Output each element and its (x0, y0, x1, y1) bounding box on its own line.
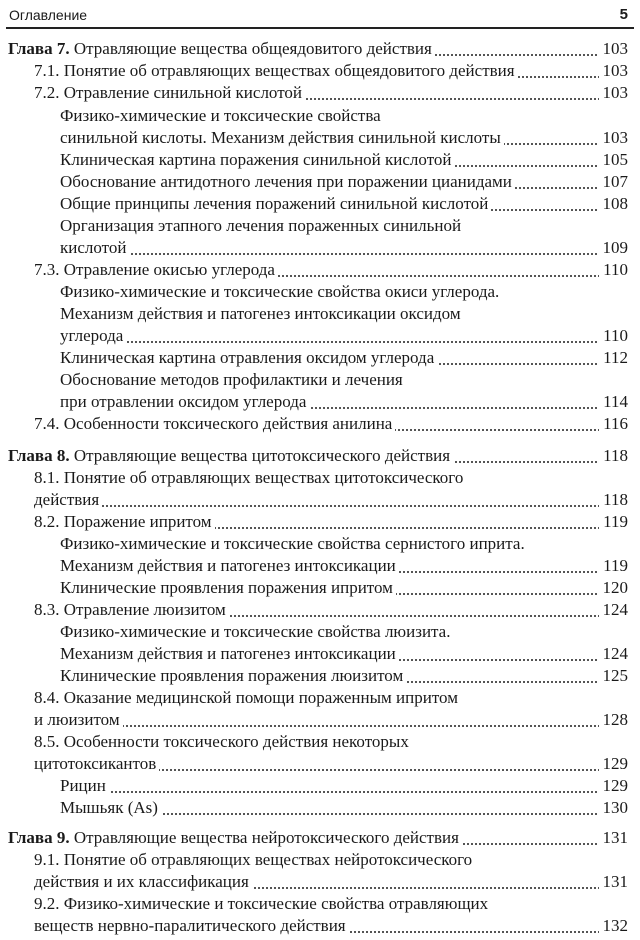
toc-entry-title (34, 915, 349, 937)
toc-entry (60, 171, 628, 193)
toc-chapter-label: Глава 9. (8, 828, 70, 847)
toc-entry-text: Клинические проявления поражения люизитом (60, 666, 404, 685)
toc-entry-text: веществ нервно-паралитического действия (34, 916, 346, 935)
toc-entry (60, 775, 628, 797)
toc-entry-title (60, 391, 309, 413)
toc-entry (34, 599, 628, 621)
toc-entry (60, 621, 628, 643)
toc-entry (60, 555, 628, 577)
toc-entry-title (60, 797, 161, 819)
toc-page-number: 110 (599, 259, 628, 281)
toc-entry-title (34, 599, 229, 621)
toc-entry-title (34, 259, 278, 281)
toc-entry-title (60, 281, 499, 303)
toc-entry-title (34, 413, 395, 435)
toc-entry-text: Рицин (60, 776, 106, 795)
toc-entry-text: Физико-химические и токсические свойства окиси углерода. (60, 282, 500, 301)
toc-entry-title (8, 445, 453, 467)
toc-entry (60, 577, 628, 599)
toc-page-number: 109 (599, 237, 629, 259)
toc-chapter-label: Глава 7. (8, 39, 70, 58)
toc-entry-title (60, 577, 396, 599)
toc-entry (34, 511, 628, 533)
toc-entry-text: Механизм действия и патогенез интоксикации (60, 556, 396, 575)
toc-entry-title (34, 60, 518, 82)
toc-entry-title (60, 237, 129, 259)
toc-entry (34, 731, 628, 753)
toc-entry-text: 7.1. Понятие об отравляющих веществах общеядовитого действия (34, 61, 515, 80)
toc-entry-title (34, 687, 458, 709)
toc-entry (34, 60, 628, 82)
toc-entry (60, 533, 628, 555)
toc-entry (34, 871, 628, 893)
toc-page-number: 116 (599, 413, 628, 435)
toc-entry-text: Отравляющие вещества нейротоксического действия (69, 828, 459, 847)
toc-entry-title (8, 38, 435, 60)
toc-entry (60, 665, 628, 687)
toc-entry-text: 8.5. Особенности токсического действия некоторых (34, 732, 409, 751)
toc-entry (34, 915, 628, 937)
toc-entry (34, 753, 628, 775)
toc-entry-title (34, 467, 463, 489)
toc-page-number: 129 (599, 753, 629, 775)
toc-entry-title (60, 643, 399, 665)
toc-page-number: 119 (599, 511, 628, 533)
toc-entry (60, 281, 628, 303)
toc-entry-title (60, 105, 381, 127)
toc-entry (34, 893, 628, 915)
toc-page-number: 131 (599, 827, 629, 849)
toc-page-number: 114 (599, 391, 628, 413)
toc-chapter-entry (8, 445, 628, 467)
toc-entry-text: 9.1. Понятие об отравляющих веществах нейротоксического (34, 850, 473, 869)
toc-entry-text: 7.2. Отравление синильной кислотой (34, 83, 303, 102)
toc-entry-title (60, 665, 406, 687)
toc-entry-title (60, 325, 126, 347)
toc-entry-text: Клиническая картина поражения синильной кислотой (60, 150, 452, 169)
toc-page-number: 108 (599, 193, 629, 215)
toc-page-number: 103 (599, 60, 629, 82)
toc-page-number: 118 (599, 445, 628, 467)
toc-entry (60, 325, 628, 347)
toc-page-number: 103 (599, 38, 629, 60)
toc-entry-title (60, 621, 450, 643)
toc-entry-text: Мышьяк (As) (60, 798, 158, 817)
toc-entry-title (60, 775, 109, 797)
toc-entry (60, 237, 628, 259)
toc-entry-title (60, 171, 515, 193)
toc-page-number: 118 (599, 489, 628, 511)
toc-entry-text: Отравляющие вещества цитотоксического действия (69, 446, 451, 465)
toc-entry-title (34, 849, 472, 871)
toc-entry (34, 849, 628, 871)
toc-entry (60, 105, 628, 127)
toc-entry (60, 369, 628, 391)
toc-page-number: 107 (599, 171, 629, 193)
toc-entry (60, 797, 628, 819)
toc-entry (60, 391, 628, 413)
toc-entry-text: 7.3. Отравление окисью углерода (34, 260, 275, 279)
toc-entry-title (60, 555, 399, 577)
toc-entry-title (34, 893, 488, 915)
toc-entry (60, 643, 628, 665)
toc-entry-text: 7.4. Особенности токсического действия анилина (34, 414, 393, 433)
toc-entry-text: 8.3. Отравление люизитом (34, 600, 226, 619)
page-number: 5 (619, 6, 628, 23)
toc-entry (34, 259, 628, 281)
toc-entry-title (34, 731, 409, 753)
toc-entry-text: и люизитом (34, 710, 120, 729)
toc-entry (34, 489, 628, 511)
toc-entry-text: углерода (60, 326, 124, 345)
toc-entry-text: действия и их классификация (34, 872, 249, 891)
toc-entry-title (34, 489, 102, 511)
toc-entry (60, 193, 628, 215)
toc-chapter-entry (8, 38, 628, 60)
toc-entry (60, 303, 628, 325)
toc-entry-text: 8.2. Поражение ипритом (34, 512, 212, 531)
toc-page-number: 105 (599, 149, 629, 171)
toc-entry-title (60, 193, 491, 215)
toc-entry-text: действия (34, 490, 100, 509)
toc-entry-title (60, 303, 461, 325)
toc-entry-title (34, 82, 305, 104)
toc-entry-text: Механизм действия и патогенез интоксикации оксидом (60, 304, 461, 323)
toc-entry-text: Организация этапного лечения пораженных синильной (60, 216, 462, 235)
toc-entry-text: синильной кислоты. Механизм действия синильной кислоты (60, 128, 501, 147)
toc-entry (60, 215, 628, 237)
toc-entry-text: Физико-химические и токсические свойства (60, 106, 381, 125)
toc-entry-text: Клиническая картина отравления оксидом углерода (60, 348, 435, 367)
toc-entry (34, 413, 628, 435)
toc-page-number: 129 (599, 775, 629, 797)
toc-entry (34, 82, 628, 104)
toc-page-number: 119 (599, 555, 628, 577)
toc-page-number: 128 (599, 709, 629, 731)
toc-page-number: 120 (599, 577, 629, 599)
toc-entry (60, 347, 628, 369)
toc-entry-text: Механизм действия и патогенез интоксикации (60, 644, 396, 663)
toc-page-number: 110 (599, 325, 628, 347)
toc-entry-text: Физико-химические и токсические свойства сернистого иприта. (60, 534, 525, 553)
toc-entry-text: Обоснование методов профилактики и лечения (60, 370, 403, 389)
toc-entry (60, 149, 628, 171)
toc-entry-title (60, 149, 455, 171)
toc-entry-text: Обоснование антидотного лечения при поражении цианидами (60, 172, 512, 191)
toc-page-number: 124 (599, 599, 629, 621)
toc-entry (34, 709, 628, 731)
toc-entry-text: 8.4. Оказание медицинской помощи пораженным ипритом (34, 688, 458, 707)
toc-entry-title (34, 511, 215, 533)
toc-entry-title (34, 871, 252, 893)
toc-entry-text: Отравляющие вещества общеядовитого действия (69, 39, 432, 58)
toc-chapter-label: Глава 8. (8, 446, 70, 465)
toc-entry-text: Общие принципы лечения поражений синильной кислотой (60, 194, 489, 213)
toc-entry-title (60, 127, 504, 149)
toc-entry-text: 8.1. Понятие об отравляющих веществах цитотоксического (34, 468, 464, 487)
toc-entry-title (60, 533, 525, 555)
toc-entry-text: при отравлении оксидом углерода (60, 392, 307, 411)
toc-entry-text: цитотоксикантов (34, 754, 157, 773)
toc-page-number: 112 (599, 347, 628, 369)
toc-entry (34, 467, 628, 489)
toc-entry-text: кислотой (60, 238, 127, 257)
toc-entry-title (34, 709, 123, 731)
toc-page-number: 130 (599, 797, 629, 819)
toc-entry (34, 687, 628, 709)
toc-page-number: 103 (599, 127, 629, 149)
toc-entry-title (60, 369, 403, 391)
toc-page-number: 132 (599, 915, 629, 937)
toc-page-number: 124 (599, 643, 629, 665)
toc-page-number: 103 (599, 82, 629, 104)
toc-page-number: 131 (599, 871, 629, 893)
toc-entry-title (60, 347, 437, 369)
toc-page-number: 125 (599, 665, 629, 687)
toc-entry-text: Физико-химические и токсические свойства люизита. (60, 622, 451, 641)
toc-entry (60, 127, 628, 149)
toc-entry-text: 9.2. Физико-химические и токсические свойства отравляющих (34, 894, 489, 913)
toc-entry-text: Клинические проявления поражения ипритом (60, 578, 393, 597)
toc-entry-title (8, 827, 462, 849)
toc-entry-title (60, 215, 461, 237)
toc-chapter-entry (8, 827, 628, 849)
toc-entry-title (34, 753, 159, 775)
running-head-title: Оглавление (9, 7, 88, 23)
